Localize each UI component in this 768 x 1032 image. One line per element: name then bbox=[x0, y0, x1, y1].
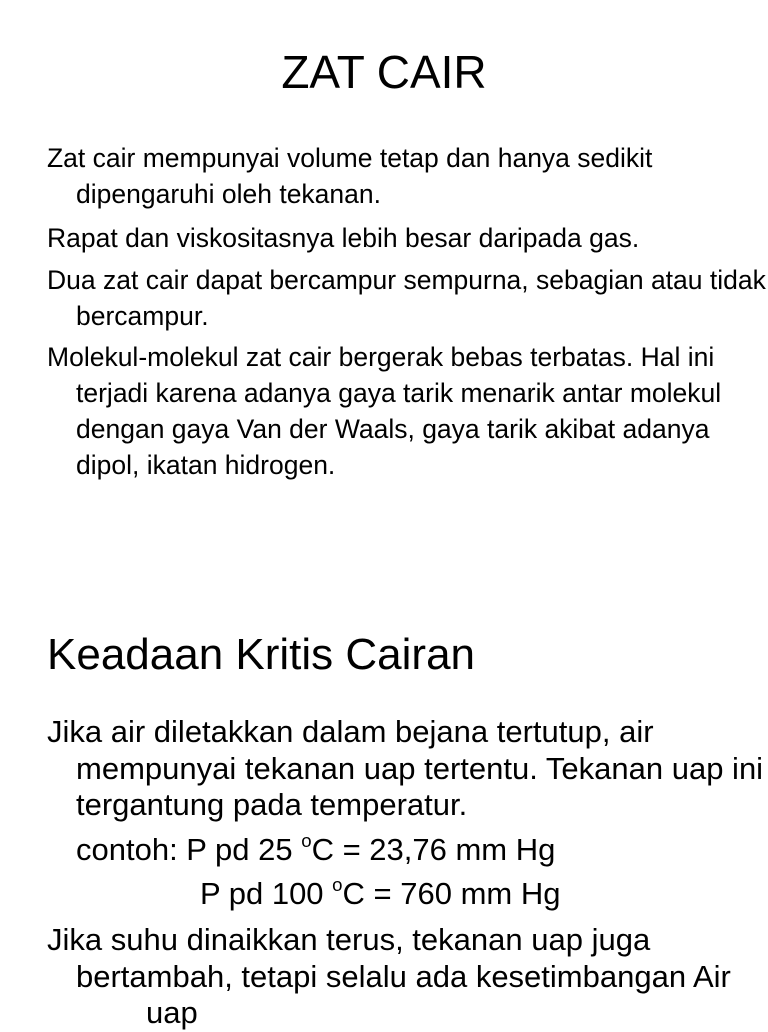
paragraph-molecules: Molekul-molekul zat cair bergerak bebas terbatas. Hal ini terjadi karena adanya gaya tarik menarik antar molekul dengan gaya Van der Waals, gaya tarik akibat adanya dipol, ikatan hidrogen. bbox=[47, 342, 722, 480]
paragraph-volume: Zat cair mempunyai volume tetap dan hanya sedikit dipengaruhi oleh tekanan. bbox=[47, 143, 653, 209]
example-100c-prefix: P pd 100 bbox=[200, 876, 333, 911]
degree-symbol: o bbox=[301, 829, 312, 851]
example-line-100c bbox=[200, 874, 560, 914]
paragraph-temperature-rise-end: uap bbox=[146, 995, 198, 1030]
example-line-25c bbox=[76, 830, 555, 870]
paragraph-vapor-pressure: Jika air diletakkan dalam bejana tertutup, air mempunyai tekanan uap tertentu. Tekanan uap ini tergantung pada temperatur. bbox=[47, 714, 764, 822]
degree-symbol: o bbox=[332, 873, 343, 895]
slide-title: ZAT CAIR bbox=[281, 46, 487, 98]
paragraph-temperature-rise-text: Jika suhu dinaikkan terus, tekanan uap juga bertambah, tetapi selalu ada kesetimbangan Air bbox=[47, 922, 731, 994]
example-25c-suffix: C = 23,76 mm Hg bbox=[311, 832, 556, 867]
paragraph-mixing: Dua zat cair dapat bercampur sempurna, sebagian atau tidak bercampur. bbox=[47, 265, 766, 331]
paragraph-temperature-rise bbox=[47, 922, 766, 1032]
example-25c-prefix: contoh: P pd 25 bbox=[76, 832, 302, 867]
example-100c-suffix: C = 760 mm Hg bbox=[342, 876, 561, 911]
section-title: Keadaan Kritis Cairan bbox=[47, 630, 476, 679]
paragraph-density: Rapat dan viskositasnya lebih besar daripada gas. bbox=[47, 223, 640, 253]
